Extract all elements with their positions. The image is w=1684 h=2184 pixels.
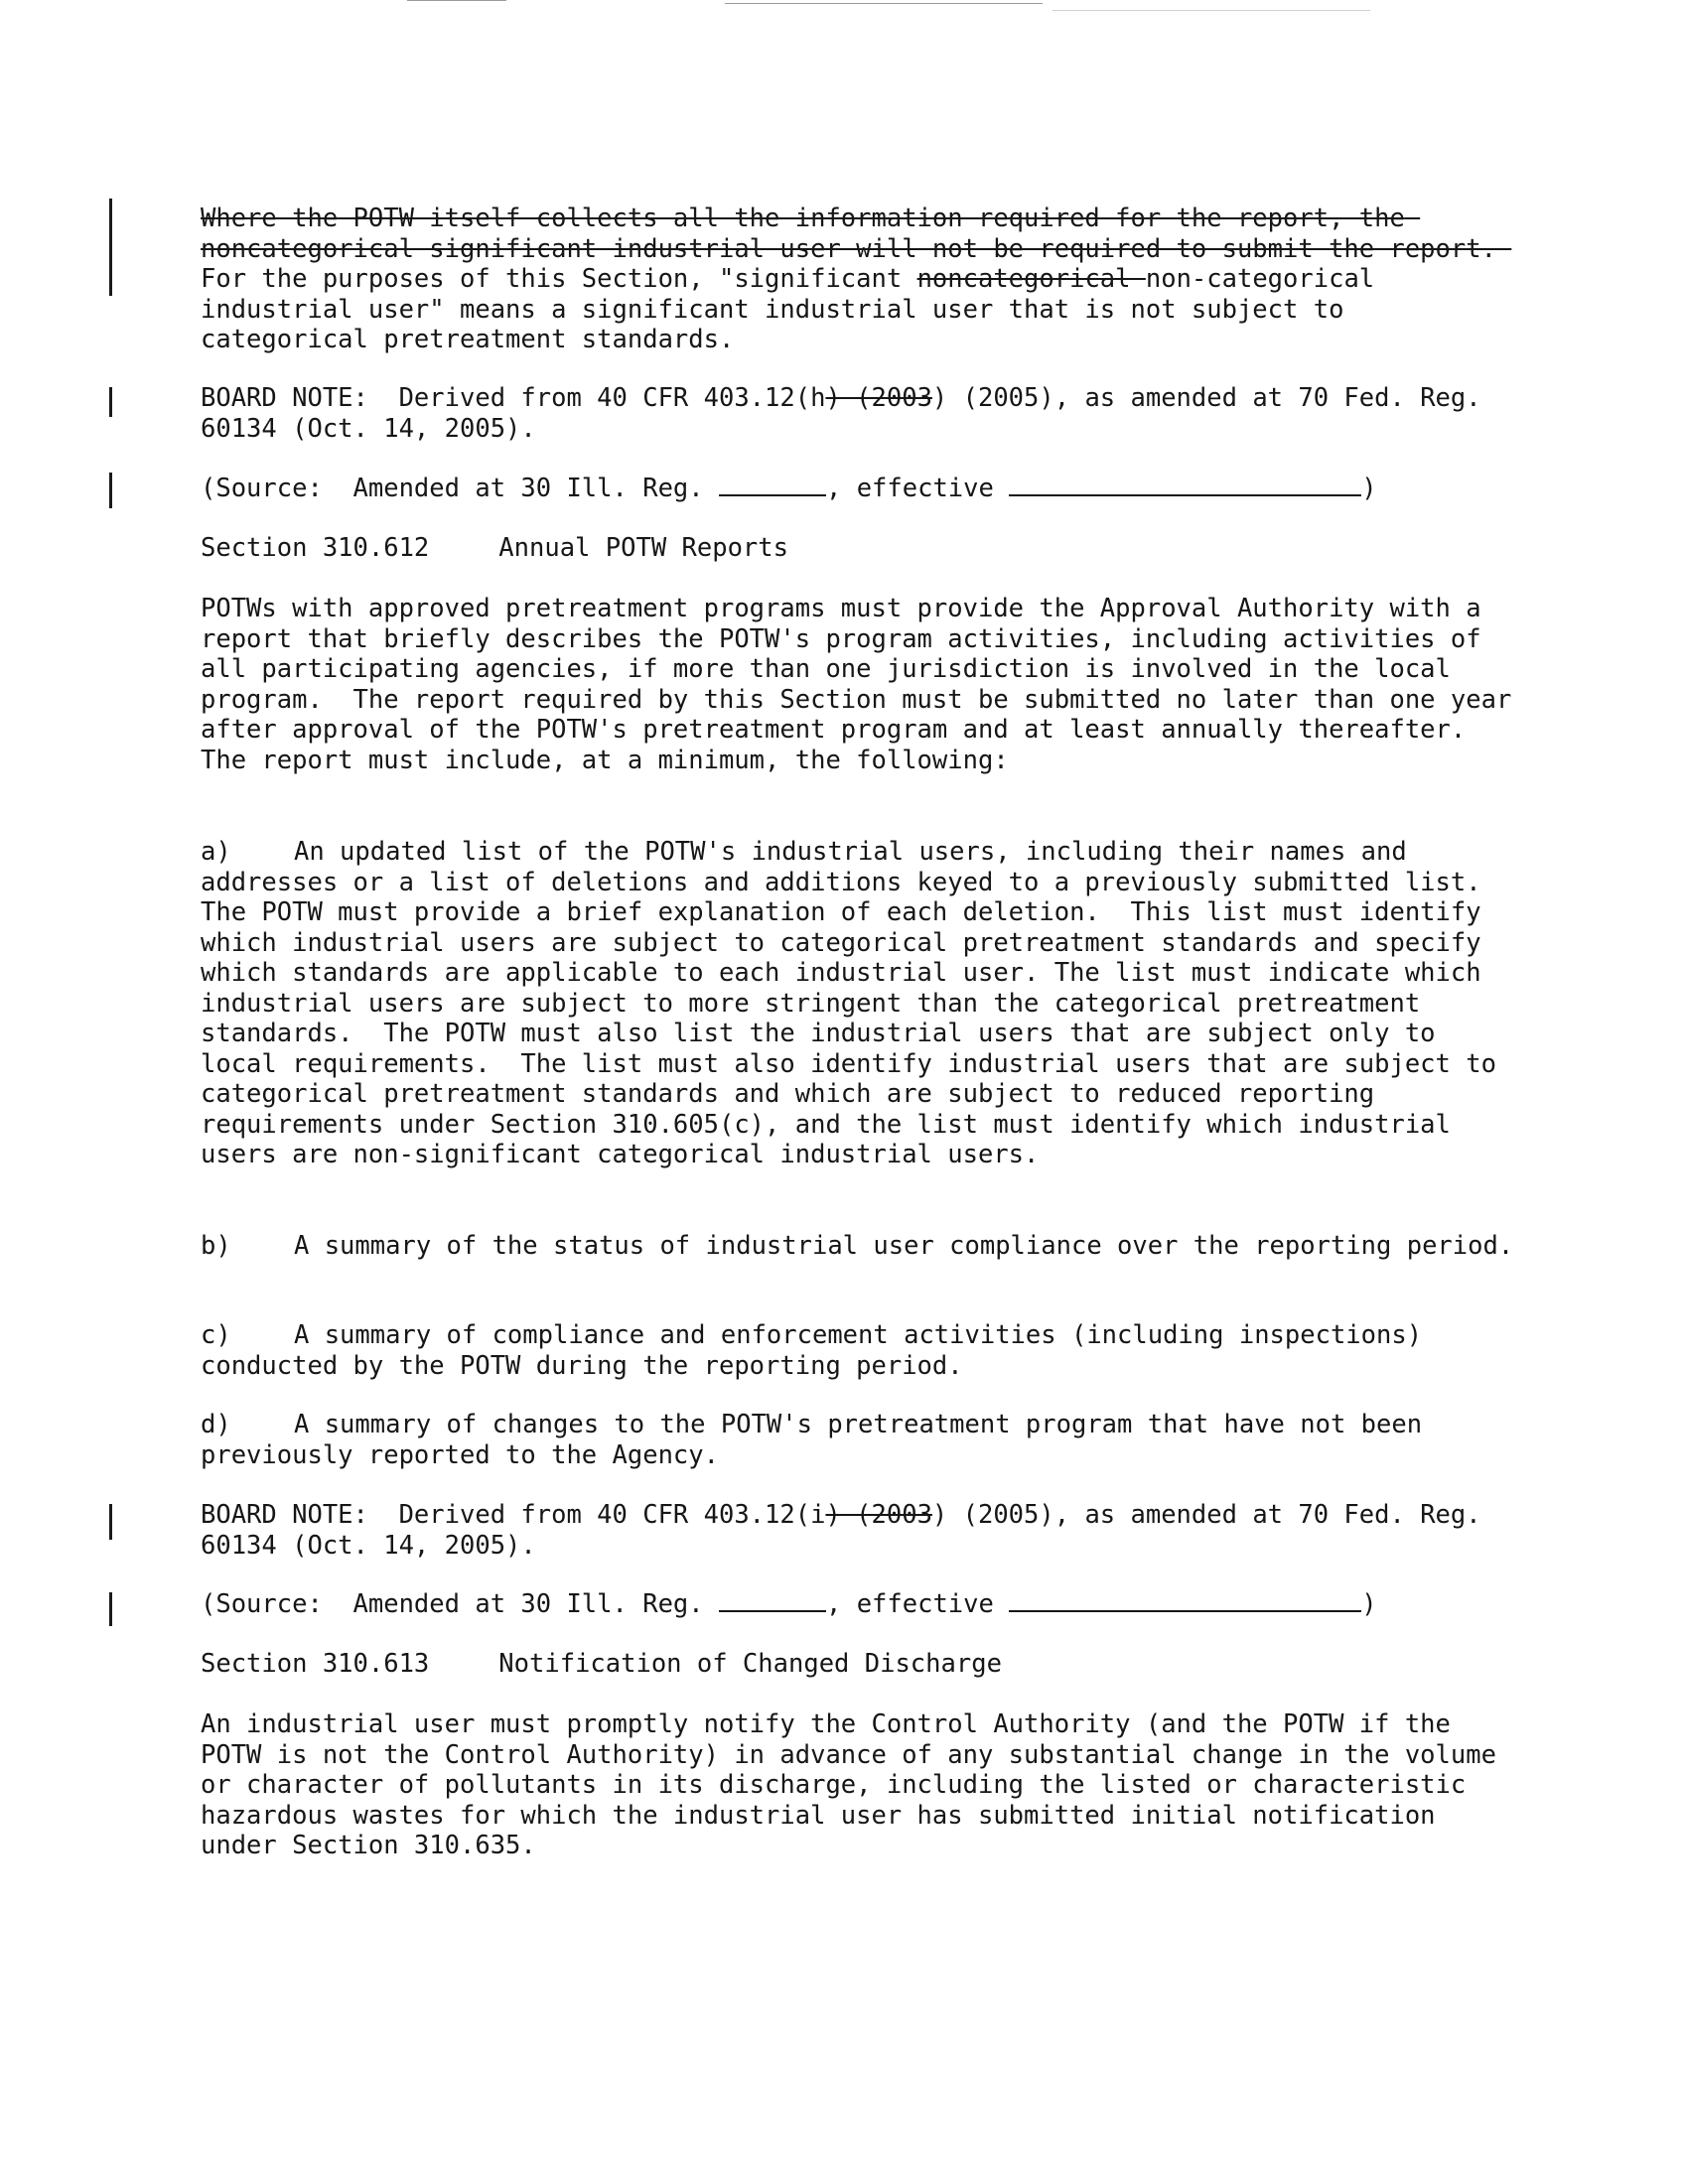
section-title: Annual POTW Reports: [498, 533, 788, 563]
item-label: d): [201, 1410, 231, 1439]
blank-field: [719, 1588, 826, 1612]
section-heading: [201, 533, 1521, 564]
source-line: (Source: Amended at 30 Ill. Reg. , effective ): [201, 474, 1377, 503]
revision-bar: [109, 473, 112, 508]
item-text: A summary of the status of industrial user compliance over the reporting period.: [294, 1231, 1514, 1261]
definition-paragraph: Where the POTW itself collects all the information required for the report, the noncategorical significant industrial user will not be required to submit the report. For the purposes of this Section, "significant noncategorical non-categorical industrial user" means a significant industrial user that is not subject to categorical pretreatment standards.: [201, 204, 1512, 354]
revision-bar: [109, 199, 112, 296]
section-intro: POTWs with approved pretreatment programs must provide the Approval Authority with a report that briefly describes the POTW's program activities, including activities of all participating agencies, if more than one jurisdiction is involved in the local program. The report required by this Section must be submitted no later than one year after approval of the POTW's pretreatment program and at least annually thereafter. The report must include, at a minimum, the following:: [201, 594, 1527, 775]
item-label: c): [201, 1320, 231, 1350]
revision-bar: [109, 1504, 112, 1540]
item-text: A summary of changes to the POTW's pretreatment program that have not been previously reported to the Agency.: [201, 1410, 1438, 1470]
section-number: Section 310.612: [201, 533, 430, 563]
struck-text: ) (2003: [825, 1500, 932, 1530]
item-text: An updated list of the POTW's industrial users, including their names and addresses or a list of deletions and additions keyed to a previously submitted list. The POTW must provide a brief explanation of each deletion. This list must identify which industrial users are subject to categorical pretreatment standards and specify which standards are applicable to each industrial user. The list must indicate which industrial users are subject to more stringent than the categorical pretreatment standards. The POTW must also list the industrial users that are subject only to local requirements. The list must also identify industrial users that are subject to categorical pretreatment standards and which are subject to reduced reporting requirements under Section 310.605(c), and the list must identify which industrial users are non-significant categorical industrial users.: [201, 837, 1512, 1169]
scan-artifact-line: [407, 0, 506, 1]
board-note: BOARD NOTE: Derived from 40 CFR 403.12(i) (2003) (2005), as amended at 70 Fed. Reg. 60134 (Oct. 14, 2005).: [201, 1500, 1496, 1561]
item-text: A summary of compliance and enforcement activities (including inspections) conducted by the POTW during the reporting period.: [201, 1320, 1438, 1381]
blank-field: [1009, 1588, 1361, 1612]
list-item: [201, 1410, 1521, 1470]
scan-artifact-line: [1052, 10, 1370, 11]
struck-text: noncategorical: [916, 264, 1146, 294]
item-label: a): [201, 837, 231, 867]
section-heading: [201, 1649, 1521, 1680]
blank-field: [719, 473, 826, 496]
revision-bar: [109, 387, 112, 417]
struck-text: ) (2003: [825, 383, 932, 413]
list-item: [201, 1231, 1521, 1262]
section-body: An industrial user must promptly notify the Control Authority (and the POTW if the POTW is not the Control Authority) in advance of any substantial change in the volume or character of pollutants in its discharge, including the listed or characteristic hazardous wastes for which the industrial user has submitted initial notification under Section 310.635.: [201, 1709, 1512, 1860]
scan-artifact-line: [725, 3, 1043, 4]
list-item: [201, 837, 1521, 1170]
source-line: (Source: Amended at 30 Ill. Reg. , effective ): [201, 1589, 1377, 1619]
blank-field: [1009, 473, 1361, 496]
struck-text: Where the POTW itself collects all the information required for the report, the noncategorical significant industrial user will not be required to submit the report.: [201, 204, 1512, 264]
item-label: b): [201, 1231, 231, 1261]
section-number: Section 310.613: [201, 1649, 430, 1679]
revision-bar: [109, 1592, 112, 1626]
list-item: [201, 1320, 1521, 1381]
board-note: BOARD NOTE: Derived from 40 CFR 403.12(h) (2003) (2005), as amended at 70 Fed. Reg. 60134 (Oct. 14, 2005).: [201, 383, 1496, 444]
section-title: Notification of Changed Discharge: [498, 1649, 1002, 1679]
